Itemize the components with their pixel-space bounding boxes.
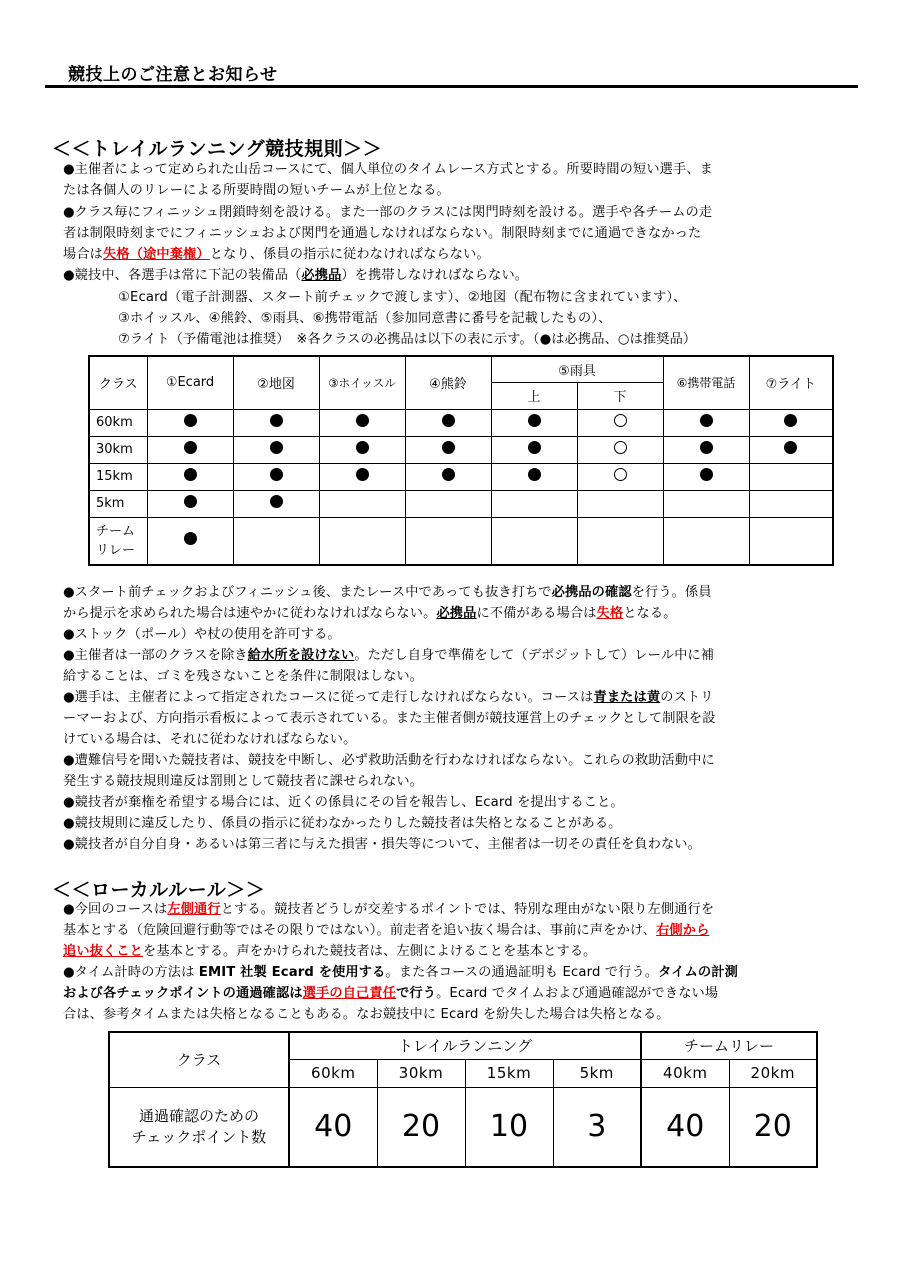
equipment-check-emphasis: 必携品の確認 xyxy=(551,585,632,600)
required-mark xyxy=(270,441,283,454)
equipment-cell xyxy=(749,463,833,490)
rule-fragment: ●選手は、主催者によって指定されたコースに従って走行しなければならない。コースは xyxy=(63,690,594,705)
rule-text: 者は制限時刻までにフィニッシュおよび関門を通過しなければならない。制限時刻までに通過できなかった xyxy=(63,226,702,241)
checkpoint-table xyxy=(108,1031,818,1168)
required-mark xyxy=(184,414,197,427)
timing-emphasis: および各チェックポイントの通過確認は xyxy=(63,986,303,1001)
rule-fragment: ）を携帯しなければならない。 xyxy=(341,268,529,283)
cp-count: 40 xyxy=(289,1087,377,1167)
local-rule-text: 合は、参考タイムまたは失格となることもある。なお競技中に Ecard を紛失した場合は失格となる。 xyxy=(63,1007,670,1022)
pass-right-emphasis: 右側から xyxy=(656,923,710,938)
equipment-cell xyxy=(663,490,749,517)
rule-fragment: 。ただし自身で準備をして（デポジットして）レール中に補 xyxy=(354,648,715,663)
local-rule-text xyxy=(63,921,709,941)
equipment-cell xyxy=(749,490,833,517)
timing-emphasis: で行う xyxy=(396,986,437,1001)
required-mark xyxy=(528,441,541,454)
rule-text xyxy=(63,646,714,666)
required-mark xyxy=(270,414,283,427)
recommended-mark xyxy=(614,441,627,454)
disqualification-emphasis: 失格 xyxy=(596,606,624,621)
recommended-mark xyxy=(614,468,627,481)
required-mark xyxy=(442,441,455,454)
equipment-list-line: ①Ecard（電子計測器、スタート前チェックで渡します）、②地図（配布物に含まれています）、 xyxy=(118,290,687,305)
required-mark xyxy=(784,441,797,454)
header-ecard: ①Ecard xyxy=(147,356,233,409)
rule-text: ●クラス毎にフィニッシュ閉鎖時刻を設ける。また一部のクラスには関門時刻を設ける。選手や各チームの走 xyxy=(63,205,713,220)
equipment-cell xyxy=(577,517,663,565)
cp-distance: 5km xyxy=(553,1059,641,1087)
required-mark xyxy=(270,468,283,481)
equipment-cell xyxy=(663,517,749,565)
equipment-list-line: ⑦ライト（予備電池は推奨） ※各クラスの必携品は以下の表に示す。（●は必携品、○は推奨品） xyxy=(118,332,697,347)
required-mark xyxy=(528,468,541,481)
rule-text xyxy=(63,245,490,265)
required-mark xyxy=(442,414,455,427)
required-mark xyxy=(356,468,369,481)
local-rule-text xyxy=(63,984,718,1004)
local-rule-text xyxy=(63,942,597,962)
rule-text: ●ストック（ポール）や杖の使用を許可する。 xyxy=(63,627,341,642)
required-items-emphasis: 必携品 xyxy=(436,606,477,621)
rule-text xyxy=(63,266,528,286)
required-mark xyxy=(184,532,197,545)
required-mark xyxy=(184,495,197,508)
cp-class-header: クラス xyxy=(109,1032,289,1087)
equipment-row xyxy=(89,463,833,490)
rule-text xyxy=(63,604,677,624)
rule-fragment: から提示を求められた場合は速やかに従わなければならない。 xyxy=(63,606,437,621)
rule-fragment: ●競技中、各選手は常に下記の装備品（ xyxy=(63,268,302,283)
header-rain-bottom: 下 xyxy=(577,382,663,409)
equipment-cell xyxy=(405,436,491,463)
rule-text xyxy=(63,688,714,708)
required-mark xyxy=(700,441,713,454)
rule-text: ●競技規則に違反したり、係員の指示に従わなかったりした競技者は失格となることがある。 xyxy=(63,816,622,831)
ecard-emphasis: EMIT 社製 Ecard を使用する xyxy=(198,965,386,980)
rule-fragment: 場合は xyxy=(63,247,104,262)
pass-right-emphasis: 追い抜くこと xyxy=(63,944,144,959)
rule-text: ●遭難信号を聞いた競技者は、競技を中断し、必ず救助活動を行わなければならない。これらの救助活動中に xyxy=(63,753,715,768)
rule-fragment: ●タイム計時の方法は xyxy=(63,965,199,980)
required-mark xyxy=(700,468,713,481)
streamer-color-emphasis: 青または黄 xyxy=(593,690,661,705)
equipment-cell xyxy=(319,436,405,463)
class-label-line: チーム xyxy=(96,523,136,539)
equipment-cell xyxy=(577,490,663,517)
required-mark xyxy=(784,414,797,427)
equipment-row xyxy=(89,490,833,517)
cp-distance: 40km xyxy=(641,1059,729,1087)
rule-fragment: 。また各コースの通過証明も Ecard で行う。 xyxy=(385,965,659,980)
rule-fragment: に不備がある場合は xyxy=(476,606,597,621)
class-label-line: リレー xyxy=(96,542,136,558)
required-mark xyxy=(184,468,197,481)
cp-distance: 15km xyxy=(465,1059,553,1087)
required-mark xyxy=(270,495,283,508)
equipment-cell xyxy=(749,409,833,436)
rule-fragment: を基本とする。声をかけられた競技者は、左側によけることを基本とする。 xyxy=(143,944,597,959)
equipment-row-class xyxy=(89,517,147,565)
local-rule-text xyxy=(63,900,714,920)
cp-distance: 30km xyxy=(377,1059,465,1087)
header-whistle: ③ホイッスル xyxy=(319,356,405,409)
header-bear-bell: ④熊鈴 xyxy=(405,356,491,409)
equipment-row xyxy=(89,517,833,565)
cp-row-label xyxy=(109,1087,289,1167)
page-title: 競技上のご注意とお知らせ xyxy=(68,65,278,85)
equipment-cell xyxy=(491,463,577,490)
header-rainwear: ⑤雨具 xyxy=(491,356,663,382)
recommended-mark xyxy=(614,414,627,427)
cp-group-trail: トレイルランニング xyxy=(289,1032,641,1059)
rule-fragment: となる。 xyxy=(623,606,677,621)
rule-text: 給することは、ゴミを残さないことを条件に制限はしない。 xyxy=(63,669,424,684)
required-mark xyxy=(184,441,197,454)
equipment-row xyxy=(89,436,833,463)
equipment-cell xyxy=(147,490,233,517)
rule-text: ーマーおよび、方向指示看板によって表示されている。また主催者側が競技運営上のチェックとして制限を設 xyxy=(63,711,716,726)
header-class: クラス xyxy=(89,356,147,409)
rule-fragment: ●スタート前チェックおよびフィニッシュ後、またレース中であっても抜き打ちで xyxy=(63,585,552,600)
equipment-cell xyxy=(577,436,663,463)
rule-fragment: のストリ xyxy=(660,690,714,705)
equipment-row xyxy=(89,409,833,436)
required-mark xyxy=(356,441,369,454)
required-mark xyxy=(356,414,369,427)
no-water-station-emphasis: 給水所を設けない xyxy=(247,648,355,663)
equipment-cell xyxy=(405,409,491,436)
rule-fragment: ●今回のコースは xyxy=(63,902,168,917)
rule-text: たは各個人のリレーによる所要時間の短いチームが上位となる。 xyxy=(63,183,450,198)
title-rule xyxy=(45,85,858,88)
equipment-table xyxy=(88,355,834,566)
header-rain-top: 上 xyxy=(491,382,577,409)
equipment-cell xyxy=(663,436,749,463)
required-mark xyxy=(700,414,713,427)
timing-emphasis: タイムの計測 xyxy=(658,965,738,980)
equipment-cell xyxy=(319,517,405,565)
local-rules-heading: ＜＜ローカルルール＞＞ xyxy=(52,879,266,901)
cp-distance: 20km xyxy=(729,1059,817,1087)
cp-distance: 60km xyxy=(289,1059,377,1087)
equipment-cell xyxy=(491,490,577,517)
self-responsibility-emphasis: 選手の自己責任 xyxy=(302,986,397,1001)
equipment-cell xyxy=(405,490,491,517)
equipment-cell xyxy=(319,463,405,490)
equipment-cell xyxy=(147,463,233,490)
equipment-cell xyxy=(233,463,319,490)
header-phone: ⑥携帯電話 xyxy=(663,356,749,409)
rule-text: 発生する競技規則違反は罰則として競技者に課せられない。 xyxy=(63,774,424,789)
equipment-list-line: ③ホイッスル、④熊鈴、⑤雨具、⑥携帯電話（参加同意書に番号を記載したもの）、 xyxy=(118,311,612,326)
equipment-cell xyxy=(663,409,749,436)
equipment-cell xyxy=(233,436,319,463)
rule-text: ●競技者が自分自身・あるいは第三者に与えた損害・損失等について、主催者は一切その責任を負わない。 xyxy=(63,837,701,852)
equipment-cell xyxy=(491,436,577,463)
cp-row-label-line: 通過確認のための xyxy=(138,1106,259,1125)
local-rule-text xyxy=(63,963,738,983)
cp-row-label-line: チェックポイント数 xyxy=(131,1127,267,1146)
cp-count: 3 xyxy=(553,1087,641,1167)
rule-fragment: 。Ecard でタイムおよび通過確認ができない場 xyxy=(436,986,719,1001)
cp-count: 40 xyxy=(641,1087,729,1167)
equipment-row-class: 15km xyxy=(89,463,147,490)
equipment-row-class: 60km xyxy=(89,409,147,436)
required-items-emphasis: 必携品 xyxy=(301,268,342,283)
rule-text: ●競技者が棄権を希望する場合には、近くの係員にその旨を報告し、Ecard を提出すること。 xyxy=(63,795,624,810)
rule-fragment: ●主催者は一部のクラスを除き xyxy=(63,648,248,663)
header-map: ②地図 xyxy=(233,356,319,409)
rule-fragment: を行う。係員 xyxy=(631,585,712,600)
rule-fragment: とする。競技者どうしが交差するポイントでは、特別な理由がない限り左側通行を xyxy=(220,902,715,917)
equipment-row-class: 5km xyxy=(89,490,147,517)
rule-text: ●主催者によって定められた山岳コースにて、個人単位のタイムレース方式とする。所要時間の短い選手、ま xyxy=(63,162,714,177)
disqualification-emphasis: 失格（途中棄権） xyxy=(103,247,210,262)
equipment-cell xyxy=(749,436,833,463)
equipment-cell xyxy=(663,463,749,490)
equipment-cell xyxy=(749,517,833,565)
equipment-cell xyxy=(319,409,405,436)
rules-heading: ＜＜トレイルランニング競技規則＞＞ xyxy=(52,138,383,160)
cp-count: 10 xyxy=(465,1087,553,1167)
equipment-cell xyxy=(147,436,233,463)
equipment-cell xyxy=(491,517,577,565)
cp-group-team: チームリレー xyxy=(641,1032,817,1059)
equipment-cell xyxy=(147,409,233,436)
keep-left-emphasis: 左側通行 xyxy=(167,902,221,917)
cp-count: 20 xyxy=(729,1087,817,1167)
equipment-row-class: 30km xyxy=(89,436,147,463)
rule-fragment: 基本とする（危険回避行動等ではその限りではない）。前走者を追い抜く場合は、事前に声をかけ、 xyxy=(63,923,657,938)
equipment-cell xyxy=(233,490,319,517)
equipment-cell xyxy=(405,463,491,490)
equipment-cell xyxy=(233,409,319,436)
rule-fragment: となり、係員の指示に従わなければならない。 xyxy=(209,247,490,262)
equipment-cell xyxy=(147,517,233,565)
rule-text: けている場合は、それに従わなければならない。 xyxy=(63,732,357,747)
required-mark xyxy=(528,414,541,427)
equipment-cell xyxy=(491,409,577,436)
required-mark xyxy=(442,468,455,481)
equipment-cell xyxy=(405,517,491,565)
equipment-cell xyxy=(577,463,663,490)
header-light: ⑦ライト xyxy=(749,356,833,409)
equipment-cell xyxy=(233,517,319,565)
cp-count: 20 xyxy=(377,1087,465,1167)
rule-text xyxy=(63,583,712,603)
equipment-cell xyxy=(319,490,405,517)
equipment-cell xyxy=(577,409,663,436)
